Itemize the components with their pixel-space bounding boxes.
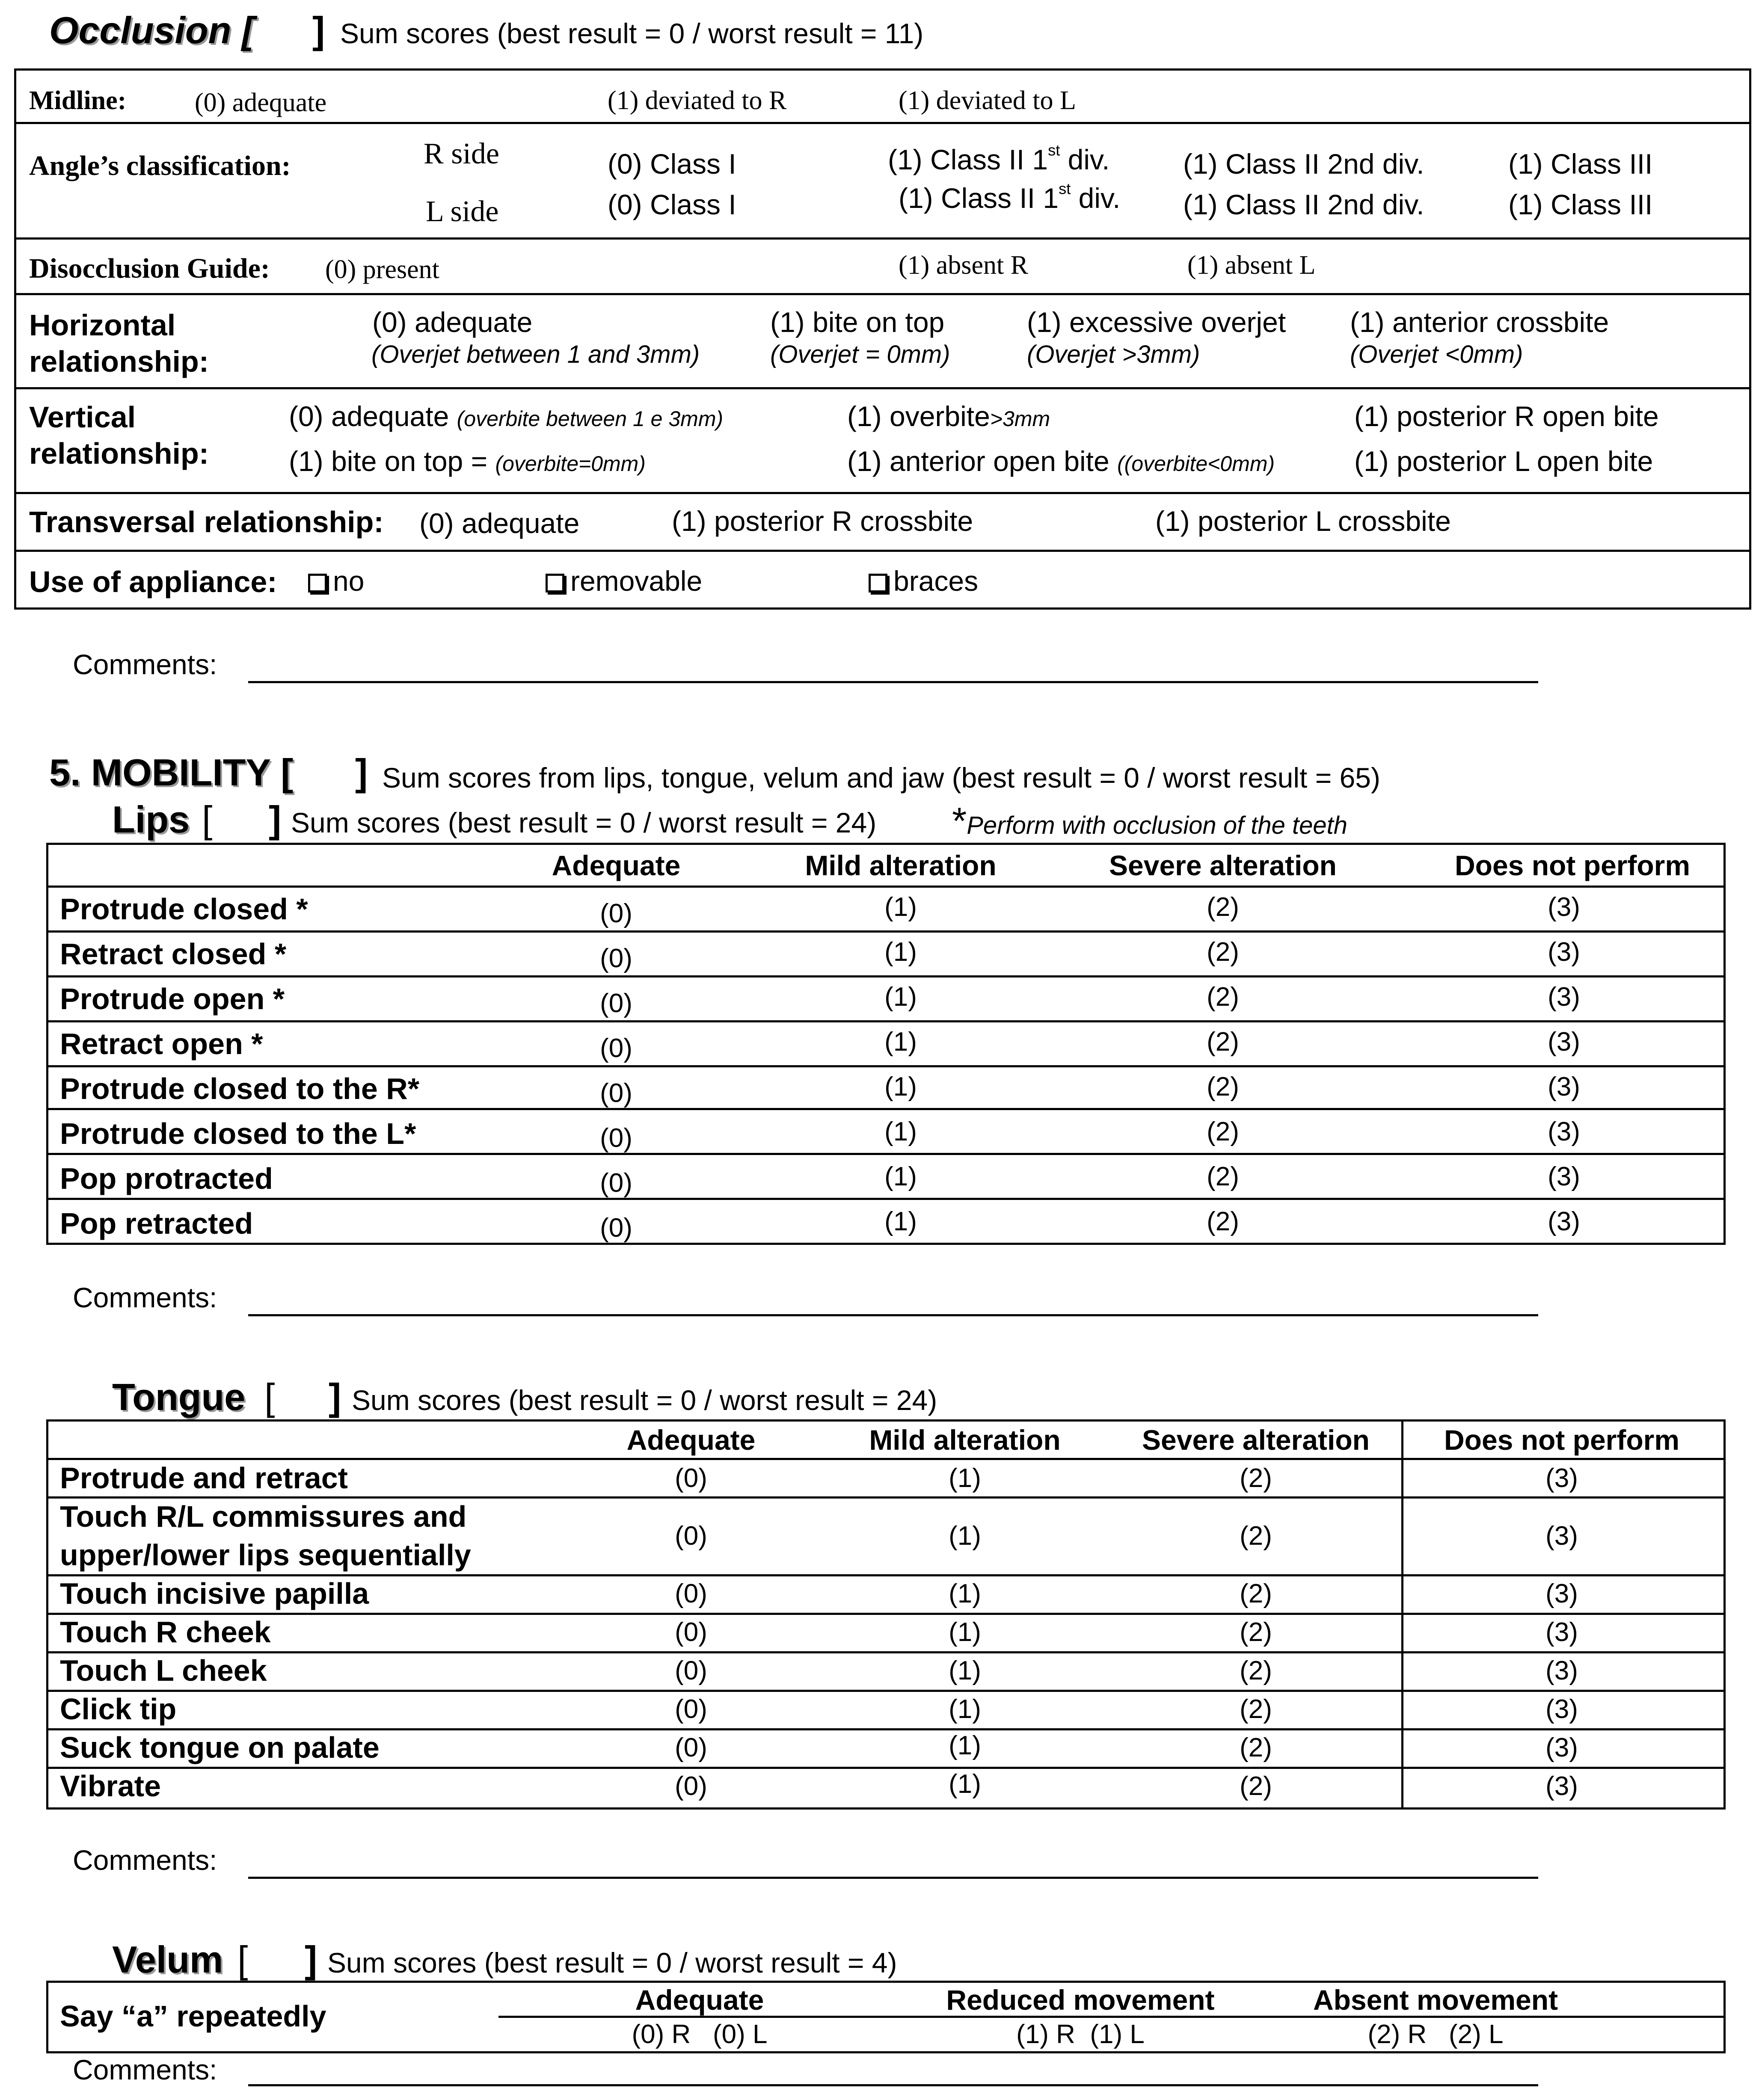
angle-l-class2-1: (1) Class II 1st div. [899,180,1121,214]
score-cell[interactable]: (3) [1545,1463,1578,1493]
comments-label-occlusion: Comments: [73,649,217,680]
score-cell[interactable]: (0) [600,1034,632,1063]
vertical-opt-bite-on-top: (1) bite on top = (overbite=0mm) [289,445,646,477]
tongue-header-severe: Severe alteration [1142,1424,1370,1456]
score-cell[interactable]: (3) [1545,1521,1578,1551]
row-divider [46,1020,1726,1022]
score-cell[interactable]: (3) [1545,1694,1578,1724]
score-cell[interactable]: (3) [1545,1579,1578,1608]
row-divider [46,1458,1726,1460]
score-cell[interactable]: (0) [675,1733,707,1762]
angle-r-class3: (1) Class III [1508,148,1653,180]
score-cell[interactable]: (2) [1240,1694,1272,1724]
horizontal-opt-crossbite: (1) anterior crossbite [1350,306,1609,338]
velum-row-label: Say “a” repeatedly [60,1999,326,2033]
lips-header-mild: Mild alteration [805,850,997,881]
row-divider [46,1613,1726,1615]
score-cell[interactable]: (3) [1548,1162,1580,1191]
vertical-opt-posterior-r: (1) posterior R open bite [1354,400,1659,432]
horizontal-opt-adequate: (0) adequate [372,306,533,338]
score-cell[interactable]: (0) [600,989,632,1018]
angle-r-class1: (0) Class I [608,148,736,180]
tongue-row-label: Touch incisive papilla [60,1577,369,1610]
score-cell[interactable]: (2) [1207,982,1239,1012]
appliance-opt-removable[interactable]: removable [546,565,702,597]
lips-row-label: Pop protracted [60,1162,273,1195]
mobility-title-close: ] [355,751,368,794]
checkbox-icon[interactable] [546,574,564,592]
score-cell[interactable]: (0) [600,1078,632,1108]
score-cell[interactable]: (1) [949,1769,981,1799]
tongue-bracket-close: ] [329,1376,341,1418]
vertical-opt-posterior-l: (1) posterior L open bite [1354,445,1653,477]
velum-header-adequate: Adequate [635,1984,764,2016]
row-divider [46,1198,1726,1200]
velum-sum-text: Sum scores (best result = 0 / worst result = 4) [327,1947,897,1979]
lips-row-label: Protrude closed * [60,892,308,926]
velum-header-absent: Absent movement [1313,1984,1558,2016]
score-cell[interactable]: (3) [1545,1733,1578,1762]
row-divider [46,1108,1726,1110]
tongue-row-label: Touch R cheek [60,1615,271,1649]
comments-line-occlusion[interactable] [248,681,1538,683]
row-divider [46,1065,1726,1067]
velum-score-absent[interactable]: (2) R (2) L [1367,2020,1504,2049]
lips-row-label: Protrude closed to the L* [60,1117,416,1150]
score-cell[interactable]: (2) [1240,1733,1272,1762]
score-cell[interactable]: (1) [884,1072,917,1102]
tongue-row-label: Click tip [60,1692,177,1726]
horizontal-opt-overjet-sub: (Overjet >3mm) [1027,341,1200,368]
lips-row-label: Protrude open * [60,982,285,1016]
score-cell[interactable]: (0) [675,1521,707,1551]
velum-bracket-open: [ [237,1938,248,1981]
score-cell[interactable]: (3) [1548,1072,1580,1102]
row-divider [46,1690,1726,1692]
tongue-header-mild: Mild alteration [869,1424,1061,1456]
score-cell[interactable]: (3) [1548,1027,1580,1057]
horizontal-opt-adequate-sub: (Overjet between 1 and 3mm) [371,341,700,368]
score-cell[interactable]: (1) [949,1579,981,1608]
score-cell[interactable]: (0) [675,1771,707,1801]
score-cell[interactable]: (2) [1240,1771,1272,1801]
score-cell[interactable]: (1) [884,1027,917,1057]
lips-bracket-open: [ [202,798,213,841]
disocclusion-label: Disocclusion Guide: [29,253,270,284]
horizontal-opt-bite-sub: (Overjet = 0mm) [770,341,950,368]
mobility-sum-text: Sum scores from lips, tongue, velum and jaw (best result = 0 / worst result = 65) [382,762,1380,794]
occlusion-title: Occlusion [ [49,9,255,51]
tongue-row-label: Suck tongue on palate [60,1731,380,1764]
vertical-label-2: relationship: [29,437,209,470]
score-cell[interactable]: (3) [1548,937,1580,967]
lips-header-does-not-perform: Does not perform [1454,850,1691,881]
score-cell[interactable]: (2) [1207,1072,1239,1102]
score-cell[interactable]: (1) [884,1207,917,1236]
angle-r-class2-2: (1) Class II 2nd div. [1183,148,1424,180]
score-cell[interactable]: (0) [600,899,632,928]
score-cell[interactable]: (2) [1240,1521,1272,1551]
row-divider [14,387,1751,389]
tongue-bracket-open: [ [264,1376,275,1418]
checkbox-icon[interactable] [869,574,887,592]
comments-line-velum[interactable] [248,2084,1538,2086]
row-divider [14,237,1751,240]
score-cell[interactable]: (3) [1545,1771,1578,1801]
disocclusion-absent-r: (1) absent R [899,251,1029,280]
lips-row-label: Pop retracted [60,1207,253,1240]
lips-title: Lips [112,798,190,841]
row-divider [14,492,1751,494]
score-cell[interactable]: (1) [949,1694,981,1724]
row-divider [46,1651,1726,1653]
lips-row-label: Retract open * [60,1027,263,1060]
score-cell[interactable]: (2) [1207,892,1239,922]
midline-opt-deviated-r: (1) deviated to R [608,86,787,115]
tongue-row-label: Touch R/L commissures and [60,1500,467,1533]
comments-line-tongue[interactable] [248,1877,1538,1879]
score-cell[interactable]: (3) [1548,1117,1580,1146]
tongue-row-label: Vibrate [60,1769,161,1803]
score-cell[interactable]: (3) [1548,1207,1580,1236]
row-divider [46,886,1726,888]
disocclusion-present: (0) present [325,255,439,284]
score-cell[interactable]: (3) [1545,1656,1578,1685]
tongue-row-label: Touch L cheek [60,1654,267,1687]
tongue-sum-text: Sum scores (best result = 0 / worst result = 24) [352,1384,937,1416]
score-cell[interactable]: (0) [675,1656,707,1685]
row-divider [14,550,1751,552]
transversal-opt-posterior-l: (1) posterior L crossbite [1155,505,1451,537]
vertical-opt-adequate: (0) adequate (overbite between 1 e 3mm) [289,400,724,432]
velum-score-adequate[interactable]: (0) R (0) L [632,2020,768,2049]
disocclusion-absent-l: (1) absent L [1187,251,1316,280]
appliance-label: Use of appliance: [29,565,277,598]
score-cell[interactable]: (1) [949,1463,981,1493]
score-cell[interactable]: (0) [675,1694,707,1724]
score-cell[interactable]: (1) [949,1617,981,1647]
lips-note: *Perform with occlusion of the teeth [952,800,1348,842]
score-cell[interactable]: (0) [675,1617,707,1647]
vertical-opt-overbite: (1) overbite>3mm [847,400,1050,432]
lips-row-label: Retract closed * [60,937,287,971]
score-cell[interactable]: (1) [884,1162,917,1191]
score-cell[interactable]: (2) [1207,1027,1239,1057]
lips-sum-text: Sum scores (best result = 0 / worst result = 24) [291,807,877,838]
midline-opt-deviated-l: (1) deviated to L [899,86,1076,115]
score-cell[interactable]: (1) [949,1521,981,1551]
angle-r-side: R side [424,137,499,170]
transversal-opt-adequate: (0) adequate [419,507,580,539]
appliance-opt-no[interactable]: no [308,565,364,597]
comments-line-lips[interactable] [248,1314,1538,1316]
score-cell[interactable]: (1) [884,892,917,922]
velum-header-reduced: Reduced movement [946,1984,1215,2016]
mobility-title: 5. MOBILITY [ [49,751,294,794]
tongue-row-label: upper/lower lips sequentially [60,1538,471,1572]
angle-r-class2-1: (1) Class II 1st div. [888,141,1110,175]
lips-row-label: Protrude closed to the R* [60,1072,420,1105]
horizontal-opt-crossbite-sub: (Overjet <0mm) [1350,341,1523,368]
velum-title: Velum [112,1938,223,1981]
row-divider [46,1153,1726,1155]
angle-l-side: L side [426,195,499,228]
angle-l-class3: (1) Class III [1508,189,1653,220]
score-cell[interactable]: (0) [675,1463,707,1493]
midline-label: Midline: [29,86,127,115]
score-cell[interactable]: (3) [1545,1617,1578,1647]
transversal-label: Transversal relationship: [29,505,384,539]
score-cell[interactable]: (2) [1240,1617,1272,1647]
score-cell[interactable]: (0) [600,1168,632,1198]
score-cell[interactable]: (3) [1548,892,1580,922]
score-cell[interactable]: (0) [600,944,632,973]
row-divider [14,122,1751,124]
tongue-header-adequate: Adequate [626,1424,756,1456]
score-cell[interactable]: (2) [1207,1207,1239,1236]
appliance-opt-braces[interactable]: braces [869,565,978,597]
midline-opt-adequate: (0) adequate [195,88,327,117]
score-cell[interactable]: (0) [675,1579,707,1608]
row-divider [46,975,1726,977]
score-cell[interactable]: (1) [949,1731,981,1760]
score-cell[interactable]: (2) [1207,1162,1239,1191]
velum-score-reduced[interactable]: (1) R (1) L [1016,2020,1145,2049]
velum-bracket-close: ] [305,1938,317,1981]
tongue-title: Tongue [112,1376,246,1418]
score-cell[interactable]: (1) [949,1656,981,1685]
tongue-header-does-not-perform: Does not perform [1444,1424,1680,1456]
row-divider [14,293,1751,295]
lips-header-severe: Severe alteration [1109,850,1337,881]
score-cell[interactable]: (0) [600,1123,632,1153]
score-cell[interactable]: (1) [884,937,917,967]
score-cell[interactable]: (1) [884,982,917,1012]
row-divider [46,1496,1726,1499]
comments-label-lips: Comments: [73,1282,217,1313]
row-divider [46,1767,1726,1769]
vertical-opt-anterior-open: (1) anterior open bite ((overbite<0mm) [847,445,1275,477]
score-cell[interactable]: (1) [884,1117,917,1146]
occlusion-sum-text: Sum scores (best result = 0 / worst result = 11) [340,18,924,49]
score-cell[interactable]: (2) [1207,1117,1239,1146]
horizontal-label-1: Horizontal [29,308,176,342]
score-cell[interactable]: (2) [1240,1463,1272,1493]
comments-label-velum: Comments: [73,2054,217,2085]
horizontal-opt-bite: (1) bite on top [770,306,945,338]
lips-bracket-close: ] [269,798,282,841]
vertical-label-1: Vertical [29,400,136,434]
angle-l-class2-2: (1) Class II 2nd div. [1183,189,1424,220]
score-cell[interactable]: (0) [600,1213,632,1243]
comments-label-tongue: Comments: [73,1844,217,1876]
transversal-opt-posterior-r: (1) posterior R crossbite [672,505,973,537]
angle-l-class1: (0) Class I [608,189,736,220]
score-cell[interactable]: (2) [1207,937,1239,967]
lips-header-adequate: Adequate [552,850,681,881]
score-cell[interactable]: (2) [1240,1656,1272,1685]
angle-label: Angle’s classification: [29,150,291,181]
row-divider [46,930,1726,933]
horizontal-opt-overjet: (1) excessive overjet [1027,306,1286,338]
score-cell[interactable]: (2) [1240,1579,1272,1608]
horizontal-label-2: relationship: [29,345,209,378]
tongue-row-label: Protrude and retract [60,1461,348,1495]
checkbox-icon[interactable] [308,574,327,592]
occlusion-title-close: ] [312,9,325,51]
score-cell[interactable]: (3) [1548,982,1580,1012]
